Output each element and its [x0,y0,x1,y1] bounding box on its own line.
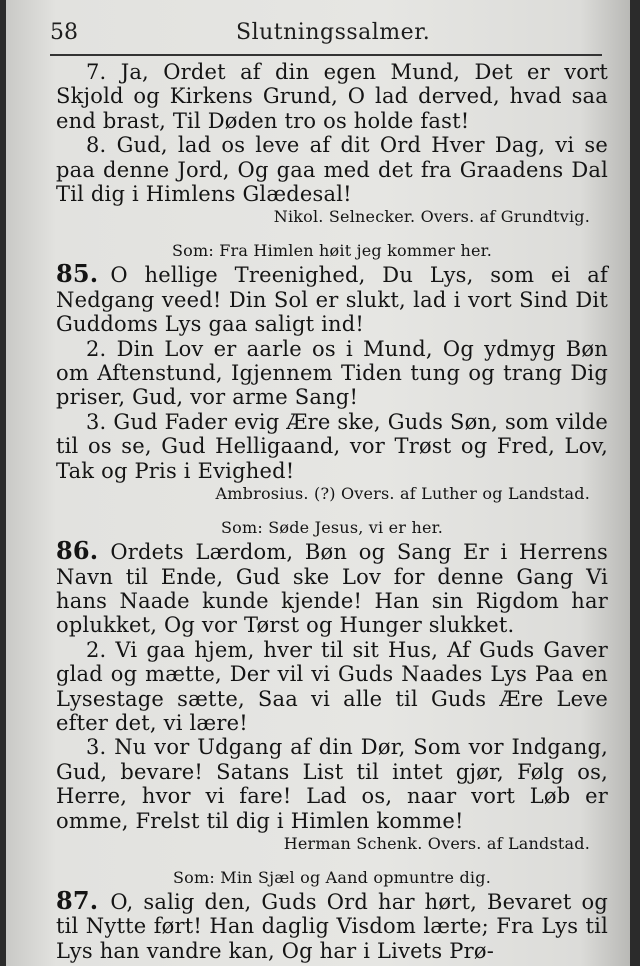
hymn-87-verse-1-text: O, salig den, Guds Ord har hørt, Bevaret og til Nytte ført! Han daglig Visdom lærte; Fra Lys til Lys han vandre kan, Og har i Livets Prø- [56,889,608,963]
book-page [6,0,630,966]
hymn-85-verse-2: 2. Din Lov er aarle os i Mund, Og ydmyg Bøn om Aftenstund, Igjennem Tiden tung og trang Dig priser, Gud, vor arme Sang! [56,336,608,410]
hymn-86-verse-3: 3. Nu vor Udgang af din Dør, Som vor Indgang, Gud, bevare! Satans List til intet gjør, Følg os, Herre, hvor vi fare! Lad os, naar vort Løb er omme, Frelst til dig i Himlen komme! [56,735,608,833]
page-header [50,20,602,50]
hymn-87-number: 87. [56,885,99,915]
page-number: 58 [50,20,78,45]
hymn-85-number: 85. [56,259,99,289]
hymn-84-verse-7: 7. Ja, Ordet af din egen Mund, Det er vort Skjold og Kirkens Grund, O lad derved, hvad saa end brast, Til Døden tro os holde fast! [56,60,608,133]
hymn-84-verse-8: 8. Gud, lad os leve af dit Ord Hver Dag, vi se paa denne Jord, Og gaa med det fra Graadens Dal Til dig i Himlens Glædesal! [56,133,608,207]
hymn-84-attribution: Nikol. Selnecker. Overs. af Grundtvig. [273,207,590,227]
hymn-86-number: 86. [56,536,99,566]
hymn-86-verse-1-text: Ordets Lærdom, Bøn og Sang Er i Herrens Navn til Ende, Gud ske Lov for denne Gang Vi hans Naade kunde kjende! Han sin Rigdom har oplukket, Og vor Tørst og Hunger slukket. [56,540,608,638]
hymn-85-verse-1-text: O hellige Treenighed, Du Lys, som ei af Nedgang veed! Din Sol er slukt, lad i vort Sind Dit Guddoms Lys gaa saligt ind! [56,263,608,337]
hymn-87-verse-1 [56,885,608,963]
running-title: Slutningssalmer. [236,20,431,45]
hymn-86-attribution: Herman Schenk. Overs. af Landstad. [283,833,590,853]
hymn-87-melody: Som: Min Sjæl og Aand opmuntre dig. [173,867,491,887]
hymn-85-attribution: Ambrosius. (?) Overs. af Luther og Landstad. [215,484,590,504]
hymn-85-verse-3: 3. Gud Fader evig Ære ske, Guds Søn, som vilde til os se, Gud Helligaand, vor Trøst og Fred, Lov, Tak og Pris i Evighed! [56,409,608,483]
hymn-85-melody: Som: Fra Himlen høit jeg kommer her. [172,241,492,261]
page-body [56,60,608,963]
hymn-86-melody: Som: Søde Jesus, vi er her. [220,518,443,538]
header-rule [50,54,602,56]
hymn-85-verse-1 [56,259,608,337]
hymn-86-verse-2: 2. Vi gaa hjem, hver til sit Hus, Af Guds Gaver glad og mætte, Der vil vi Guds Naades Lys Paa en Lysestage sætte, Saa vi alle til Guds Ære Leve efter det, vi lære! [56,637,608,735]
hymn-86-verse-1 [56,536,608,638]
